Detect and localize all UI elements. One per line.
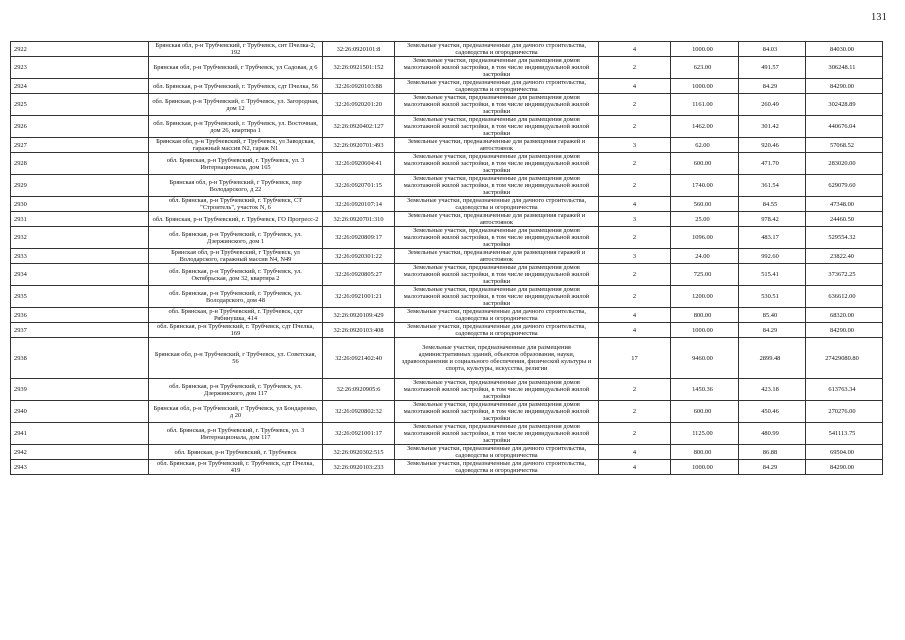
- cadastral-registry-table: [10, 41, 883, 475]
- cadastral-number-cell: 32:26:0920604:41: [323, 153, 395, 175]
- group-cell: 4: [599, 79, 671, 94]
- address-cell: обл. Брянская, р-н Трубчевский, г. Трубчевск, ГО Прогресс-2: [149, 212, 323, 227]
- cadastral-value-cell: 84290.00: [806, 460, 883, 475]
- group-cell: 2: [599, 423, 671, 445]
- table-row: [11, 286, 883, 308]
- group-cell: 2: [599, 153, 671, 175]
- table-row: [11, 401, 883, 423]
- table-row: [11, 445, 883, 460]
- cadastral-value-cell: 68320.00: [806, 308, 883, 323]
- land-use-cell: Земельные участки, предназначенные для размещения домов малоэтажной жилой застройки, в том числе индивидуальной жилой застройки: [395, 264, 599, 286]
- cadastral-value-cell: 24460.50: [806, 212, 883, 227]
- area-cell: 1000.00: [671, 79, 739, 94]
- row-number-cell: 2935: [11, 286, 149, 308]
- land-use-cell: Земельные участки, предназначенные для размещения домов малоэтажной жилой застройки, в том числе индивидуальной жилой застройки: [395, 423, 599, 445]
- area-cell: 1000.00: [671, 460, 739, 475]
- cadastral-value-cell: 69504.00: [806, 445, 883, 460]
- address-cell: обл. Брянская, р-н Трубчевский, г. Трубчевск, ул. Восточная, дом 26, квартира 1: [149, 116, 323, 138]
- group-cell: 4: [599, 308, 671, 323]
- specific-value-cell: 2899.48: [739, 338, 806, 379]
- land-use-cell: Земельные участки, предназначенные для дачного строительства, садоводства и огородничества: [395, 323, 599, 338]
- group-cell: 2: [599, 94, 671, 116]
- cadastral-value-cell: 27429080.80: [806, 338, 883, 379]
- table-row: [11, 264, 883, 286]
- table-row: [11, 460, 883, 475]
- cadastral-value-cell: 613763.34: [806, 379, 883, 401]
- address-cell: обл. Брянская, р-н Трубчевский, г. Трубчевск, ул. Володарского, дом 48: [149, 286, 323, 308]
- area-cell: 1450.36: [671, 379, 739, 401]
- table-row: [11, 197, 883, 212]
- land-use-cell: Земельные участки, предназначенные для размещения домов малоэтажной жилой застройки, в том числе индивидуальной жилой застройки: [395, 175, 599, 197]
- area-cell: 600.00: [671, 401, 739, 423]
- table-row: [11, 212, 883, 227]
- page-number: 131: [871, 12, 887, 23]
- group-cell: 17: [599, 338, 671, 379]
- area-cell: 24.00: [671, 249, 739, 264]
- address-cell: обл. Брянская, р-н Трубчевский, г. Трубчевск, сдт Пчелка, 169: [149, 323, 323, 338]
- land-use-cell: Земельные участки, предназначенные для дачного строительства, садоводства и огородничества: [395, 460, 599, 475]
- table-row: [11, 323, 883, 338]
- address-cell: обл. Брянская, р-н Трубчевский, г. Трубчевск, сдт Рябинушка, 414: [149, 308, 323, 323]
- row-number-cell: 2933: [11, 249, 149, 264]
- cadastral-value-cell: 636612.00: [806, 286, 883, 308]
- table-row: [11, 423, 883, 445]
- row-number-cell: 2941: [11, 423, 149, 445]
- land-use-cell: Земельные участки, предназначенные для дачного строительства, садоводства и огородничества: [395, 79, 599, 94]
- area-cell: 1000.00: [671, 323, 739, 338]
- table-row: [11, 57, 883, 79]
- row-number-cell: 2928: [11, 153, 149, 175]
- row-number-cell: 2943: [11, 460, 149, 475]
- address-cell: обл. Брянская, р-н Трубчевский, г. Трубчевск, ул. Дзержинского, дом 117: [149, 379, 323, 401]
- land-use-cell: Земельные участки, предназначенные для размещения гаражей и автостоянок: [395, 138, 599, 153]
- address-cell: Брянская обл, р-н Трубчевский, г Трубчевск, пер Володарского, д 22: [149, 175, 323, 197]
- address-cell: обл. Брянская, р-н Трубчевский, г. Трубчевск, сдт Пчелка, 419: [149, 460, 323, 475]
- row-number-cell: 2925: [11, 94, 149, 116]
- group-cell: 2: [599, 116, 671, 138]
- specific-value-cell: 480.99: [739, 423, 806, 445]
- table-row: [11, 338, 883, 379]
- cadastral-number-cell: 32:26:0920809:17: [323, 227, 395, 249]
- land-use-cell: Земельные участки, предназначенные для дачного строительства, садоводства и огородничества: [395, 42, 599, 57]
- cadastral-number-cell: 32:26:0921001:17: [323, 423, 395, 445]
- table-row: [11, 79, 883, 94]
- area-cell: 9460.00: [671, 338, 739, 379]
- cadastral-number-cell: 32:26:0921001:21: [323, 286, 395, 308]
- specific-value-cell: 471.70: [739, 153, 806, 175]
- table-row: [11, 227, 883, 249]
- group-cell: 2: [599, 227, 671, 249]
- land-use-cell: Земельные участки, предназначенные для дачного строительства, садоводства и огородничества: [395, 445, 599, 460]
- area-cell: 800.00: [671, 308, 739, 323]
- cadastral-number-cell: 32:26:0920107:14: [323, 197, 395, 212]
- cadastral-number-cell: 32:26:0920905:6: [323, 379, 395, 401]
- cadastral-number-cell: 32:26:0920802:32: [323, 401, 395, 423]
- table-row: [11, 175, 883, 197]
- land-use-cell: Земельные участки, предназначенные для размещения домов малоэтажной жилой застройки, в том числе индивидуальной жилой застройки: [395, 401, 599, 423]
- specific-value-cell: 515.41: [739, 264, 806, 286]
- table-row: [11, 153, 883, 175]
- row-number-cell: 2934: [11, 264, 149, 286]
- group-cell: 2: [599, 286, 671, 308]
- group-cell: 2: [599, 264, 671, 286]
- specific-value-cell: 423.18: [739, 379, 806, 401]
- specific-value-cell: 86.88: [739, 445, 806, 460]
- row-number-cell: 2939: [11, 379, 149, 401]
- address-cell: Брянская обл, р-н Трубчевский, г Трубчевск, ул Бондаренко, д 20: [149, 401, 323, 423]
- specific-value-cell: 84.29: [739, 460, 806, 475]
- row-number-cell: 2931: [11, 212, 149, 227]
- land-use-cell: Земельные участки, предназначенные для размещения домов малоэтажной жилой застройки, в том числе индивидуальной жилой застройки: [395, 116, 599, 138]
- cadastral-value-cell: 84030.00: [806, 42, 883, 57]
- cadastral-value-cell: 373672.25: [806, 264, 883, 286]
- cadastral-number-cell: 32:26:0920701:310: [323, 212, 395, 227]
- cadastral-value-cell: 440676.04: [806, 116, 883, 138]
- area-cell: 1200.00: [671, 286, 739, 308]
- group-cell: 3: [599, 249, 671, 264]
- area-cell: 600.00: [671, 153, 739, 175]
- row-number-cell: 2929: [11, 175, 149, 197]
- land-use-cell: Земельные участки, предназначенные для дачного строительства, садоводства и огородничества: [395, 197, 599, 212]
- address-cell: обл. Брянская, р-н Трубчевский, г. Трубчевск, ул. 3 Интернационала, дом 117: [149, 423, 323, 445]
- table-row: [11, 116, 883, 138]
- land-use-cell: Земельные участки, предназначенные для размещения домов малоэтажной жилой застройки, в том числе индивидуальной жилой застройки: [395, 94, 599, 116]
- cadastral-value-cell: 84290.00: [806, 79, 883, 94]
- cadastral-number-cell: 32:26:0920302:515: [323, 445, 395, 460]
- specific-value-cell: 84.29: [739, 323, 806, 338]
- specific-value-cell: 85.40: [739, 308, 806, 323]
- area-cell: 1000.00: [671, 42, 739, 57]
- group-cell: 2: [599, 57, 671, 79]
- row-number-cell: 2932: [11, 227, 149, 249]
- area-cell: 623.00: [671, 57, 739, 79]
- address-cell: Брянская обл, р-н Трубчевский, г Трубчевск, ул Садовая, д 6: [149, 57, 323, 79]
- row-number-cell: 2942: [11, 445, 149, 460]
- specific-value-cell: 361.54: [739, 175, 806, 197]
- specific-value-cell: 978.42: [739, 212, 806, 227]
- land-use-cell: Земельные участки, предназначенные для размещения гаражей и автостоянок: [395, 212, 599, 227]
- cadastral-number-cell: 32:26:0920109:429: [323, 308, 395, 323]
- cadastral-number-cell: 32:26:0920301:22: [323, 249, 395, 264]
- land-use-cell: Земельные участки, предназначенные для размещения домов малоэтажной жилой застройки, в том числе индивидуальной жилой застройки: [395, 153, 599, 175]
- cadastral-number-cell: 32:26:0920805:27: [323, 264, 395, 286]
- address-cell: обл. Брянская, р-н Трубчевский, г. Трубчевск, ул. Октябрьская, дом 32, квартира 2: [149, 264, 323, 286]
- table-body: [11, 42, 883, 475]
- area-cell: 560.00: [671, 197, 739, 212]
- land-use-cell: Земельные участки, предназначенные для размещения домов малоэтажной жилой застройки, в том числе индивидуальной жилой застройки: [395, 286, 599, 308]
- specific-value-cell: 450.46: [739, 401, 806, 423]
- cadastral-number-cell: 32:26:0921402:40: [323, 338, 395, 379]
- row-number-cell: 2940: [11, 401, 149, 423]
- cadastral-value-cell: 306248.11: [806, 57, 883, 79]
- cadastral-value-cell: 629079.60: [806, 175, 883, 197]
- cadastral-number-cell: 32:26:0921501:152: [323, 57, 395, 79]
- cadastral-number-cell: 32:26:0920103:88: [323, 79, 395, 94]
- cadastral-number-cell: 32:26:0920103:408: [323, 323, 395, 338]
- cadastral-value-cell: 23822.40: [806, 249, 883, 264]
- group-cell: 2: [599, 379, 671, 401]
- group-cell: 3: [599, 212, 671, 227]
- group-cell: 2: [599, 175, 671, 197]
- cadastral-value-cell: 57068.52: [806, 138, 883, 153]
- row-number-cell: 2936: [11, 308, 149, 323]
- address-cell: обл. Брянская, р-н Трубчевский, г. Трубчевск, ул. 3 Интернационала, дом 165: [149, 153, 323, 175]
- specific-value-cell: 84.03: [739, 42, 806, 57]
- specific-value-cell: 260.49: [739, 94, 806, 116]
- group-cell: 4: [599, 445, 671, 460]
- row-number-cell: 2924: [11, 79, 149, 94]
- address-cell: Брянская обл, р-н Трубчевский, г Трубчевск, ул Володарского, гаражный массив N4, N49: [149, 249, 323, 264]
- cadastral-value-cell: 529554.32: [806, 227, 883, 249]
- row-number-cell: 2938: [11, 338, 149, 379]
- cadastral-value-cell: 84290.00: [806, 323, 883, 338]
- specific-value-cell: 301.42: [739, 116, 806, 138]
- address-cell: Брянская обл, р-н Трубчевский, г Трубчевск, ул Заводская, гаражный массив N2, гараж N1: [149, 138, 323, 153]
- land-use-cell: Земельные участки, предназначенные для размещения гаражей и автостоянок: [395, 249, 599, 264]
- land-use-cell: Земельные участки, предназначенные для размещения домов малоэтажной жилой застройки, в том числе индивидуальной жилой застройки: [395, 227, 599, 249]
- address-cell: обл. Брянская, р-н Трубчевский, г. Трубчевск, ул. Дзержинского, дом 1: [149, 227, 323, 249]
- group-cell: 4: [599, 323, 671, 338]
- cadastral-number-cell: 32:26:0920701:15: [323, 175, 395, 197]
- row-number-cell: 2922: [11, 42, 149, 57]
- land-use-cell: Земельные участки, предназначенные для размещения административных зданий, объектов образования, науки, здравоохранения и социального обеспечения, физической культуры и спорта, культуры, искусства, религии: [395, 338, 599, 379]
- row-number-cell: 2930: [11, 197, 149, 212]
- address-cell: Брянская обл, р-н Трубчевский, г Трубчевск, снт Пчелка-2, 192: [149, 42, 323, 57]
- cadastral-value-cell: 541113.75: [806, 423, 883, 445]
- cadastral-number-cell: 32:26:0920402:127: [323, 116, 395, 138]
- address-cell: обл. Брянская, р-н Трубчевский, г. Трубчевск: [149, 445, 323, 460]
- group-cell: 2: [599, 401, 671, 423]
- area-cell: 1740.00: [671, 175, 739, 197]
- cadastral-number-cell: 32:26:0920101:8: [323, 42, 395, 57]
- group-cell: 4: [599, 460, 671, 475]
- table-row: [11, 138, 883, 153]
- row-number-cell: 2927: [11, 138, 149, 153]
- specific-value-cell: 491.57: [739, 57, 806, 79]
- land-use-cell: Земельные участки, предназначенные для размещения домов малоэтажной жилой застройки, в том числе индивидуальной жилой застройки: [395, 57, 599, 79]
- address-cell: обл. Брянская, р-н Трубчевский, г. Трубчевск, сдт Пчелка, 56: [149, 79, 323, 94]
- row-number-cell: 2926: [11, 116, 149, 138]
- address-cell: обл. Брянская, р-н Трубчевский, г. Трубчевск, ул. Загородная, дом 12: [149, 94, 323, 116]
- row-number-cell: 2923: [11, 57, 149, 79]
- cadastral-value-cell: 283020.00: [806, 153, 883, 175]
- area-cell: 1125.00: [671, 423, 739, 445]
- group-cell: 4: [599, 197, 671, 212]
- cadastral-number-cell: 32:26:0920201:20: [323, 94, 395, 116]
- specific-value-cell: 530.51: [739, 286, 806, 308]
- land-use-cell: Земельные участки, предназначенные для размещения домов малоэтажной жилой застройки, в том числе индивидуальной жилой застройки: [395, 379, 599, 401]
- cadastral-value-cell: 270276.00: [806, 401, 883, 423]
- table-row: [11, 42, 883, 57]
- area-cell: 62.00: [671, 138, 739, 153]
- address-cell: Брянская обл, р-н Трубчевский, г Трубчевск, ул. Советская, 56: [149, 338, 323, 379]
- area-cell: 725.00: [671, 264, 739, 286]
- area-cell: 1096.00: [671, 227, 739, 249]
- group-cell: 4: [599, 42, 671, 57]
- area-cell: 1161.00: [671, 94, 739, 116]
- table-row: [11, 379, 883, 401]
- specific-value-cell: 992.60: [739, 249, 806, 264]
- table-row: [11, 249, 883, 264]
- area-cell: 1462.00: [671, 116, 739, 138]
- cadastral-value-cell: 47348.00: [806, 197, 883, 212]
- cadastral-number-cell: 32:26:0920103:233: [323, 460, 395, 475]
- cadastral-value-cell: 302428.89: [806, 94, 883, 116]
- land-use-cell: Земельные участки, предназначенные для дачного строительства, садоводства и огородничества: [395, 308, 599, 323]
- group-cell: 3: [599, 138, 671, 153]
- table-row: [11, 94, 883, 116]
- specific-value-cell: 84.29: [739, 79, 806, 94]
- area-cell: 800.00: [671, 445, 739, 460]
- area-cell: 25.00: [671, 212, 739, 227]
- cadastral-number-cell: 32:26:0920701:493: [323, 138, 395, 153]
- table-row: [11, 308, 883, 323]
- specific-value-cell: 920.46: [739, 138, 806, 153]
- specific-value-cell: 483.17: [739, 227, 806, 249]
- specific-value-cell: 84.55: [739, 197, 806, 212]
- address-cell: обл. Брянская, р-н Трубчевский, г. Трубчевск, СТ "Строитель", участок N, 6: [149, 197, 323, 212]
- row-number-cell: 2937: [11, 323, 149, 338]
